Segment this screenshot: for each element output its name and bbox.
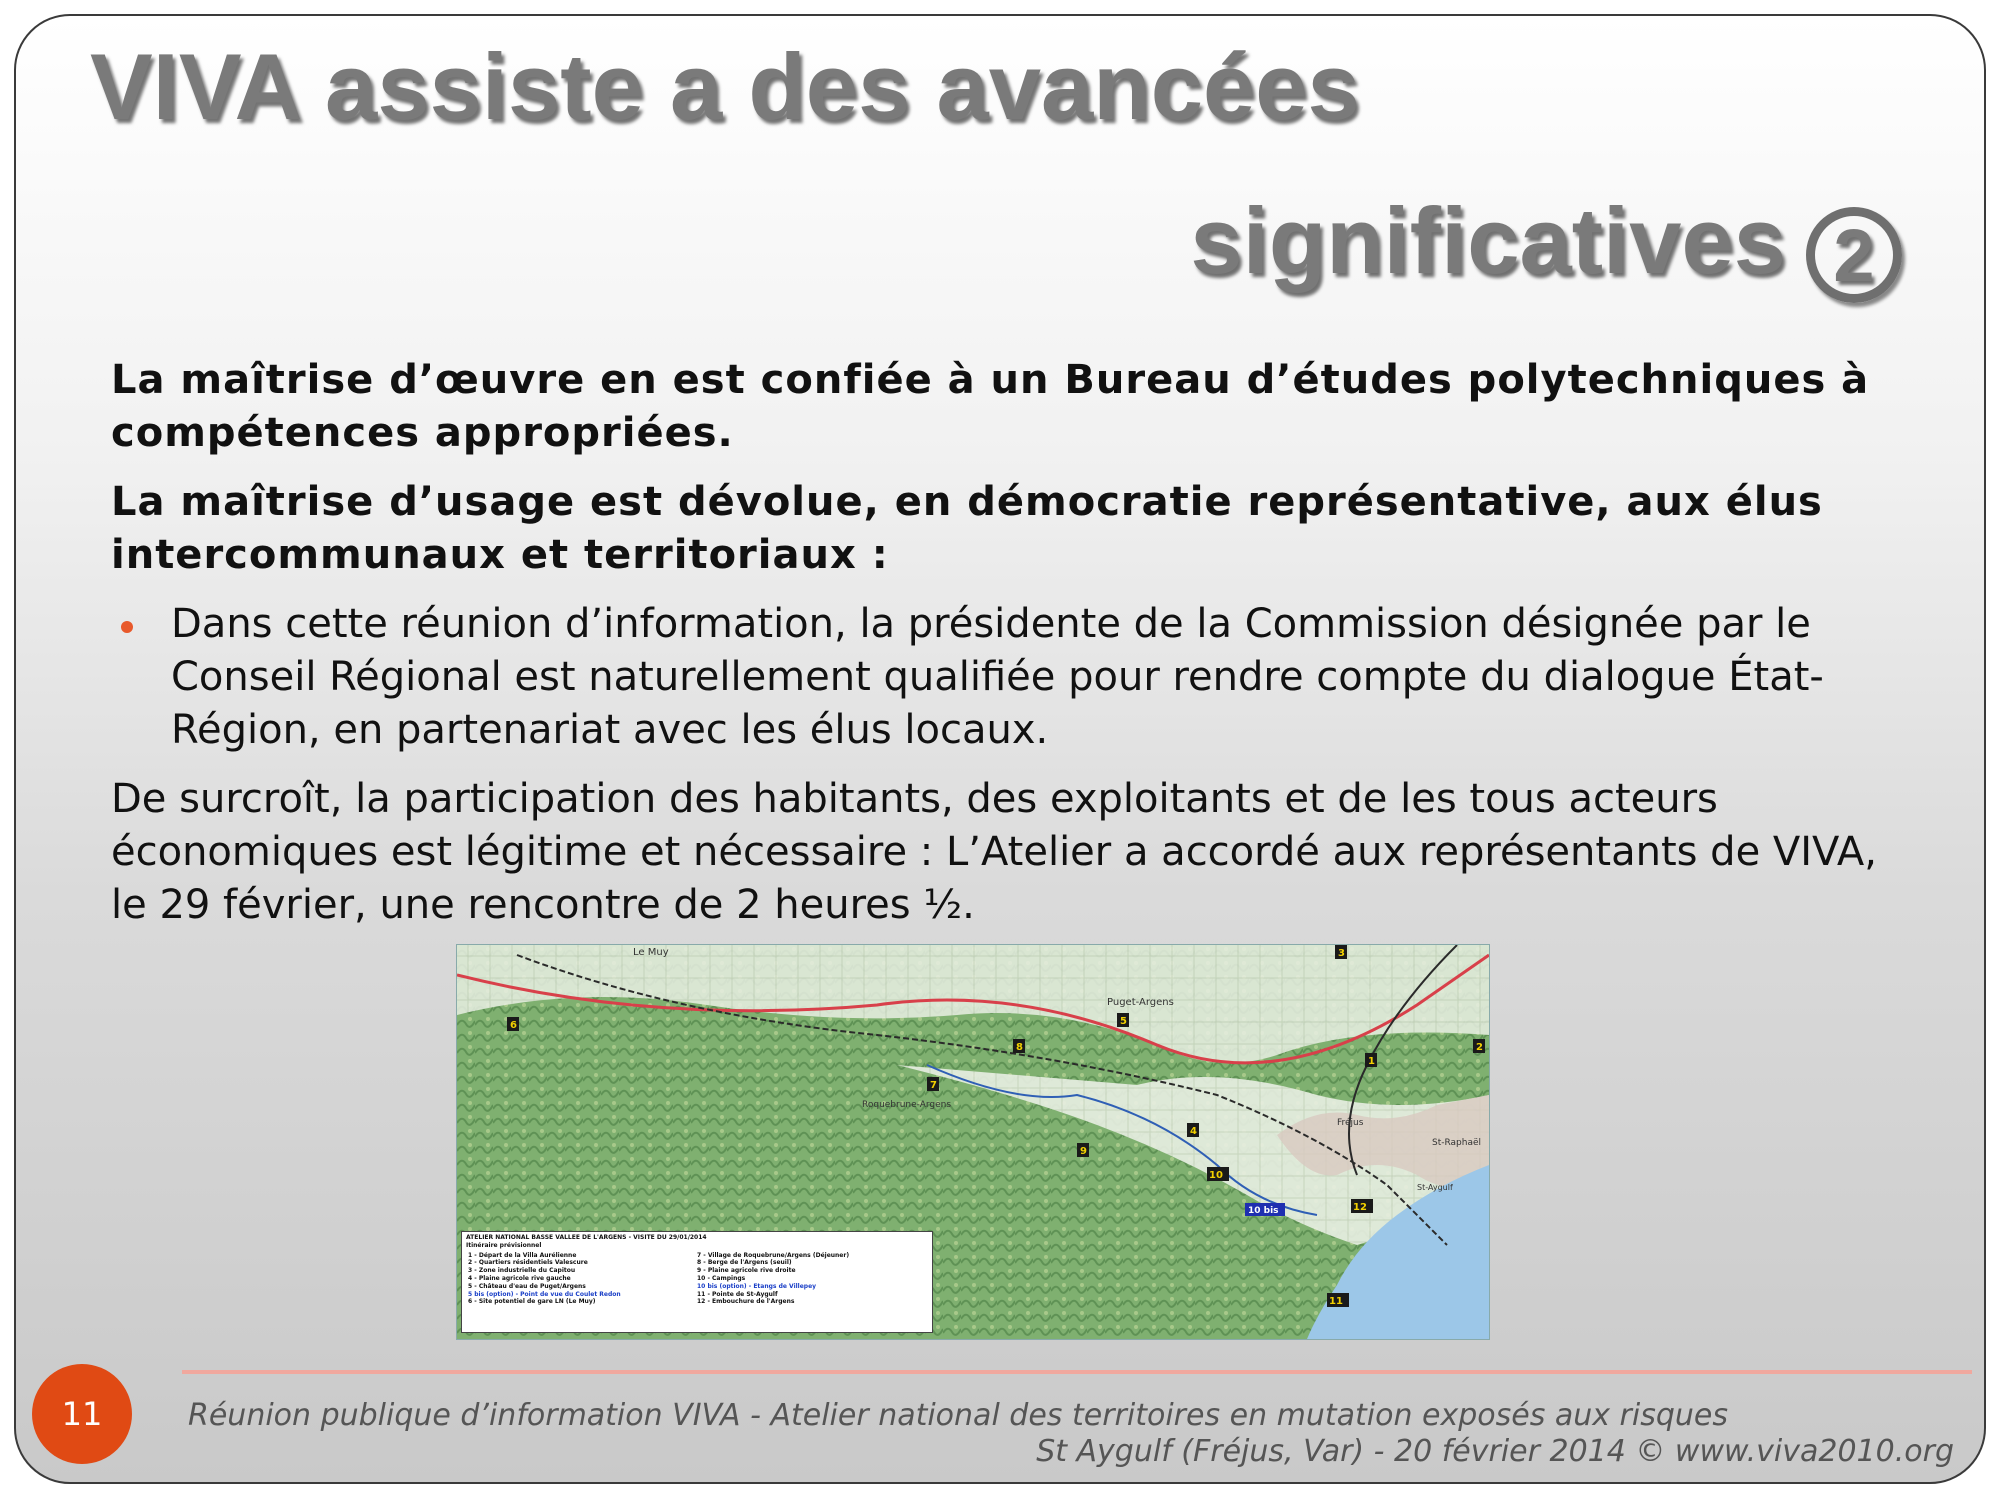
legend-heading [462,1232,932,1252]
legend-item: 2 - Quartiers résidentiels Valescure [468,1259,588,1267]
place-label: Le Muy [633,947,669,958]
route-map-image [456,944,1490,1340]
slide-body [111,354,1891,932]
marker-label: 1 [1368,1056,1375,1067]
paragraph-maitrise-oeuvre: La maîtrise d’œuvre en est confiée à un Bureau d’études polytechniques à compétences appropriées. [111,357,1870,456]
legend-right-column [697,1252,926,1307]
legend-item: 3 - Zone industrielle du Capitou [468,1267,576,1275]
marker-label: 6 [510,1020,517,1031]
legend-item: 10 - Campings [697,1274,746,1282]
slide [14,14,1986,1484]
place-label: Fréjus [1337,1118,1364,1128]
marker-label: 10 bis [1248,1206,1279,1216]
circled-number: 2 [1806,207,1902,303]
title-word: significatives [1190,188,1786,293]
footer-line2: St Aygulf (Fréjus, Var) - 20 février 2014 © www.viva2010.org [1036,1434,1954,1469]
legend-item: 5 bis (option) - Point de vue du Coulet Redon [468,1290,621,1298]
marker-label: 2 [1476,1042,1483,1053]
slide-title-line2 [1190,188,1902,303]
bullet-dot-icon [121,621,133,633]
marker-label: 8 [1016,1042,1023,1053]
marker-label: 7 [930,1080,937,1091]
legend-item: 1 - Départ de la Villa Aurélienne [468,1251,577,1259]
page-number-badge: 11 [32,1364,132,1464]
legend-item: 7 - Village de Roquebrune/Argens (Déjeuner) [697,1251,850,1259]
place-label: St-Aygulf [1417,1183,1453,1192]
legend-item: 4 - Plaine agricole rive gauche [468,1274,571,1282]
legend-item: 11 - Pointe de St-Aygulf [697,1290,778,1298]
marker-label: 5 [1120,1016,1127,1027]
place-label: St-Raphaël [1432,1138,1482,1148]
bullet-text: Dans cette réunion d’information, la présidente de la Commission désignée par le Conseil Régional est naturellement qualifiée pour rendre compte du dialogue État-Région, en partenariat avec les élus locaux. [171,601,1824,753]
footer-line1: Réunion publique d’information VIVA - Atelier national des territoires en mutation exposés aux risques [188,1398,1728,1433]
legend-item: 9 - Plaine agricole rive droite [697,1267,796,1275]
legend-subtitle: Itinéraire prévisionnel [466,1241,542,1249]
bullet-item [111,598,1891,757]
marker-label: 9 [1080,1146,1087,1157]
slide-title-line1: VIVA assiste a des avancées [90,34,1360,139]
marker-label: 3 [1338,948,1345,959]
marker-label: 12 [1353,1202,1367,1213]
paragraph-maitrise-usage: La maîtrise d’usage est dévolue, en démocratie représentative, aux élus intercommunaux et territoriaux : [111,479,1823,578]
marker-label: 4 [1190,1126,1197,1137]
marker-label: 10 [1209,1170,1223,1181]
legend-item: 8 - Berge de l'Argens (seuil) [697,1259,792,1267]
legend-item: 5 - Château d'eau de Puget/Argens [468,1282,586,1290]
legend-item: 6 - Site potentiel de gare LN (Le Muy) [468,1298,596,1306]
legend-item: 12 - Embouchure de l'Argens [697,1298,795,1306]
map-legend [461,1231,933,1333]
marker-label: 11 [1329,1296,1343,1307]
footer-rule [182,1370,1972,1374]
place-label: Puget-Argens [1107,997,1174,1008]
legend-left-column [468,1252,697,1307]
paragraph-participation: De surcroît, la participation des habitants, des exploitants et de les tous acteurs économiques est légitime et nécessaire : L’Atelier a accordé aux représentants de VIVA, le 29 février, une rencontre de 2 heures ½. [111,776,1877,928]
legend-item: 10 bis (option) - Etangs de Villepey [697,1282,817,1290]
place-label: Roquebrune-Argens [862,1100,952,1110]
legend-title: ATELIER NATIONAL BASSE VALLEE DE L'ARGENS - VISITE DU 29/01/2014 [466,1234,707,1241]
